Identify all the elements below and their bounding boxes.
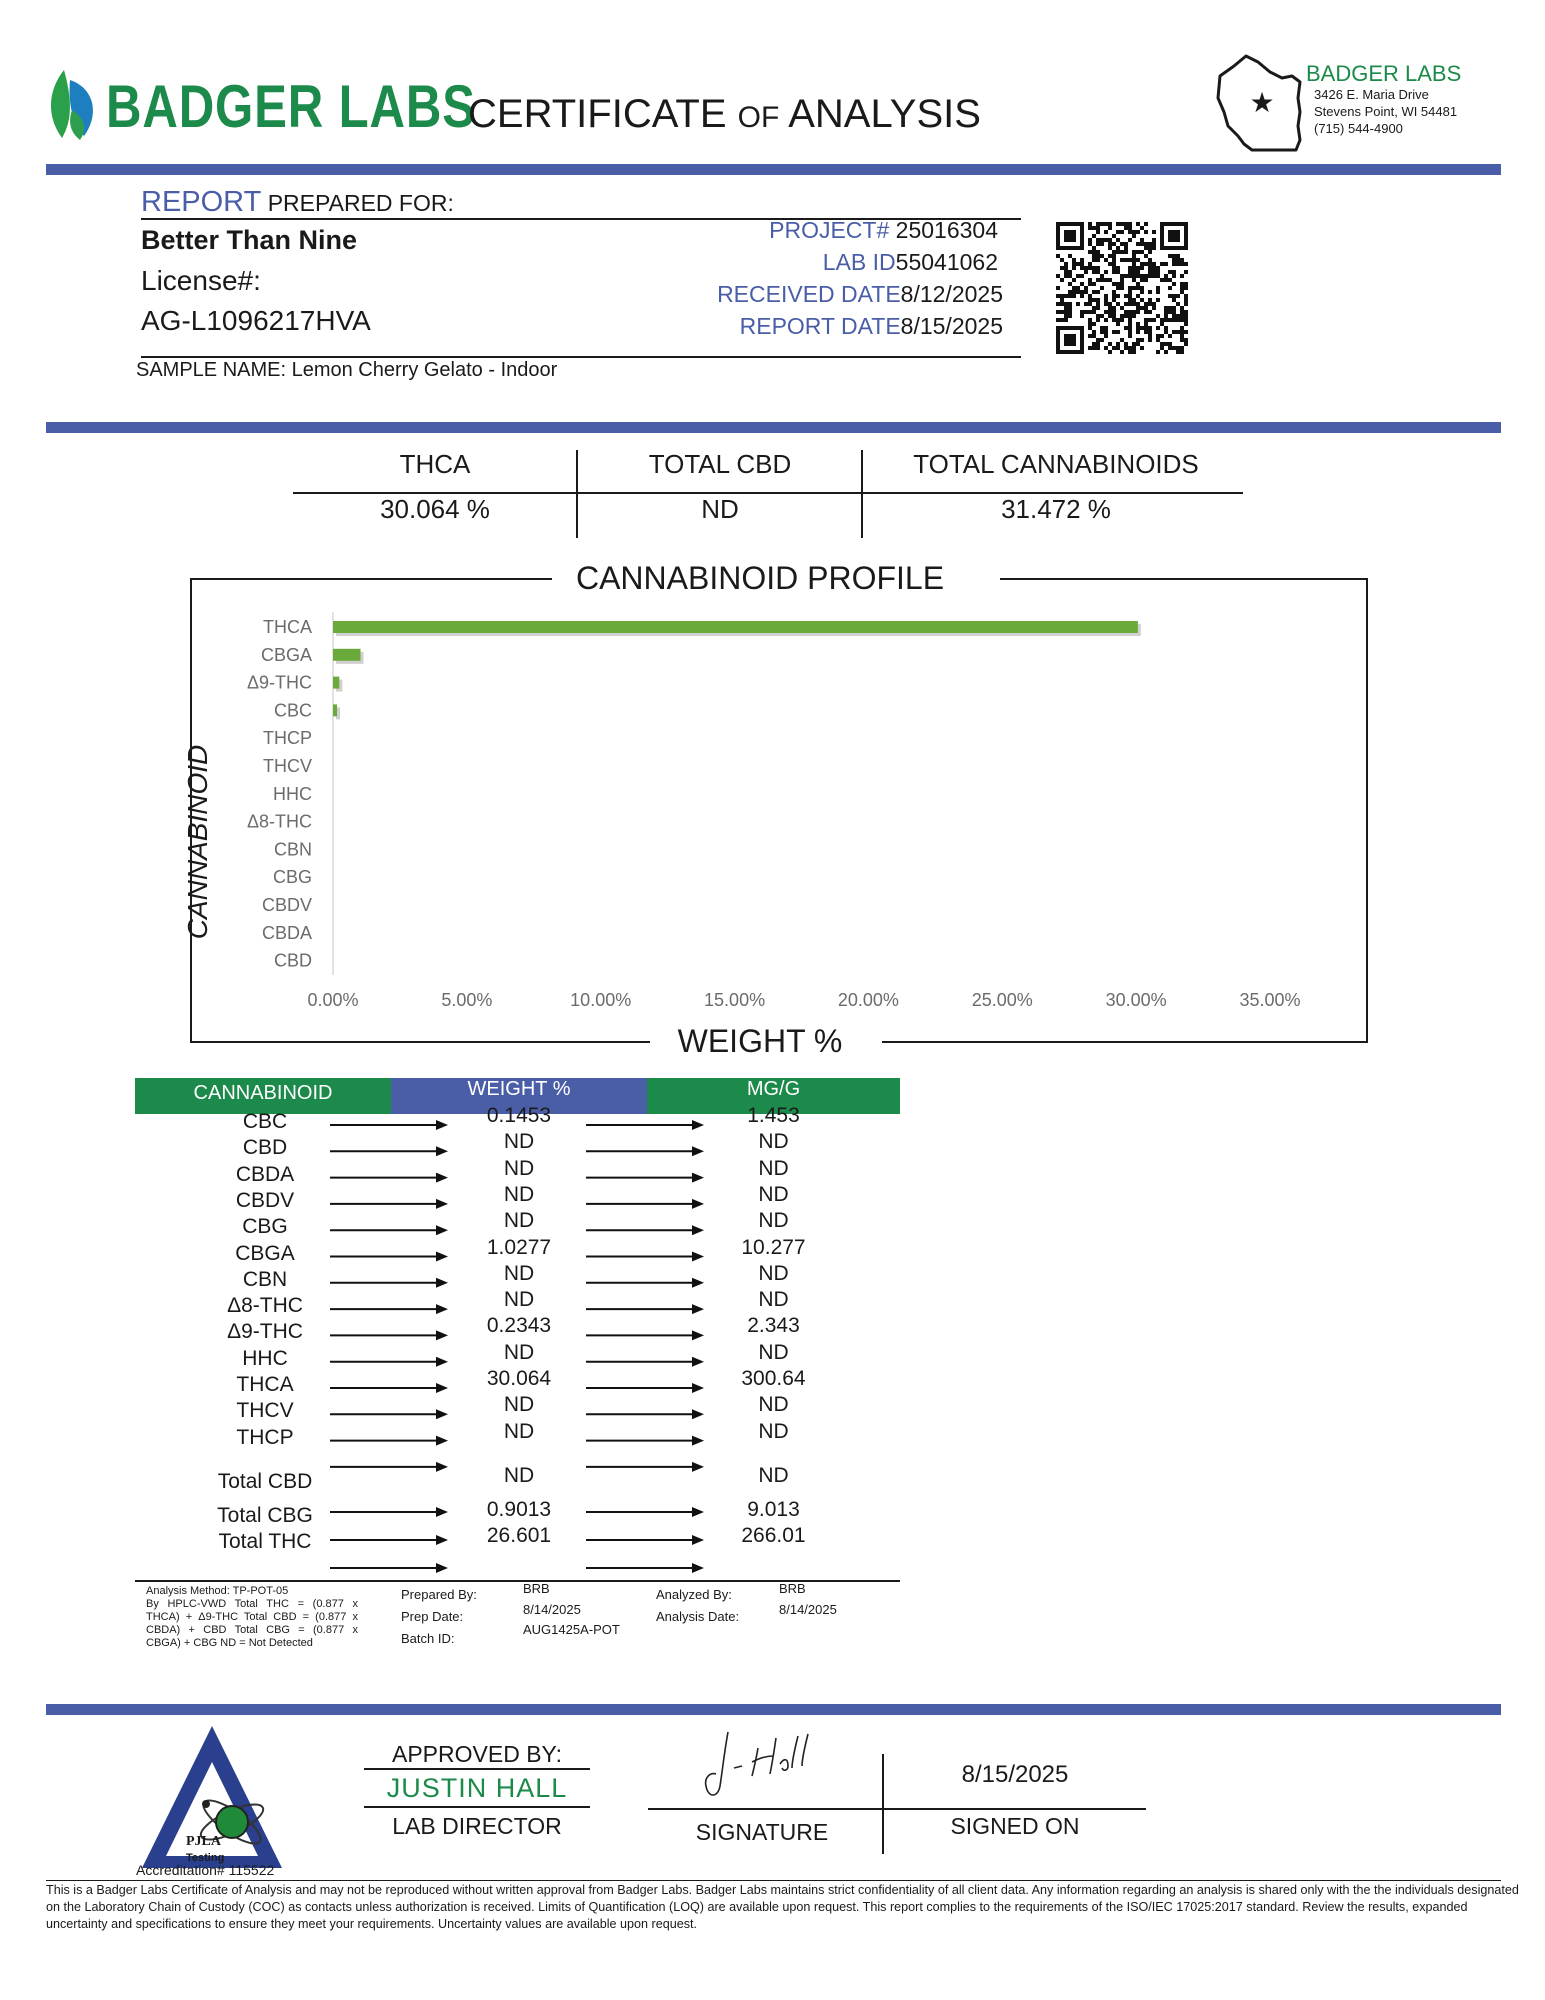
received-row: RECEIVED DATE8/12/2025 <box>717 281 1003 307</box>
table-cell-weight: ND <box>503 1288 535 1312</box>
chart-category-label: Δ8-THC <box>246 811 312 832</box>
table-total-weight: 26.601 <box>486 1524 552 1547</box>
signature-label: SIGNATURE <box>695 1819 829 1845</box>
table-cell-weight: 1.0277 <box>486 1235 552 1259</box>
table-cell-weight: ND <box>503 1209 535 1233</box>
table-cell-cannabinoid: Δ9-THC <box>227 1320 303 1344</box>
sample-name: SAMPLE NAME: Lemon Cherry Gelato - Indoor <box>136 359 558 381</box>
summary-cbd-label: TOTAL CBD <box>648 449 792 479</box>
prep-date-value: 8/14/2025 <box>523 1602 581 1617</box>
table-cell-cannabinoid: CBDA <box>235 1162 295 1186</box>
table-cell-weight: ND <box>503 1130 535 1154</box>
summary-total-value: 31.472 % <box>1001 494 1111 524</box>
client-name: Better Than Nine <box>141 225 358 255</box>
approval-divider <box>46 1704 1501 1715</box>
method-line: Analysis Method: TP-POT-05 <box>146 1585 289 1597</box>
table-cell-weight: ND <box>503 1419 535 1443</box>
table-total-mgg: 9.013 <box>747 1498 800 1521</box>
approved-rule-bottom <box>364 1806 590 1808</box>
signed-label: SIGNED ON <box>950 1813 1080 1839</box>
analyzed-by-label: Analyzed By: <box>656 1587 732 1602</box>
analysis-date-label: Analysis Date: <box>656 1609 740 1624</box>
lab-address-line1: 3426 E. Maria Drive <box>1314 87 1429 102</box>
table-cell-mgg: ND <box>758 1156 789 1180</box>
chart-bar <box>333 649 361 661</box>
table-cell-mgg: ND <box>758 1130 789 1154</box>
table-cell-weight: ND <box>503 1261 535 1285</box>
table-cell-mgg: 10.277 <box>741 1235 806 1259</box>
lab-address-name: BADGER LABS <box>1306 61 1462 86</box>
disclaimer: This is a Badger Labs Certificate of Analysis and may not be reproduced without written approval from Badger Labs. Badger Labs maintains strict confidentiality of all client data. Any information regarding an analysis is shared only with the the individuals designated on the Laboratory Chain of Custody (COC) as contacts unless authorization is received. Limits of Quantification (LOQ) are available upon request. This report complies to the requirements of the ISO/IEC 17025:2017 standard. Review the results, expanded uncertainty and specifications to ensure they meet your requirements. Uncertainty values are available upon request. <box>46 1883 1519 1931</box>
chart-category-label: CBD <box>273 950 312 971</box>
prepared-by-label: Prepared By: <box>401 1587 477 1602</box>
analyzed-by-value: BRB <box>779 1581 806 1596</box>
table-cell-mgg: ND <box>758 1261 789 1285</box>
table-cell-weight: 0.2343 <box>486 1314 552 1338</box>
reportdate-row: REPORT DATE8/15/2025 <box>739 313 1003 339</box>
approved-label: APPROVED BY: <box>391 1741 562 1767</box>
table-cell-cannabinoid: CBG <box>242 1215 288 1239</box>
table-cell-cannabinoid: CBDV <box>235 1188 295 1212</box>
signature-sep <box>882 1754 884 1854</box>
chart-bar <box>333 677 339 689</box>
table-total-cannabinoid: Total CBG <box>217 1504 313 1527</box>
pjla-sub: Testing <box>186 1852 225 1864</box>
table-cell-cannabinoid: THCV <box>236 1399 294 1423</box>
atom-icon <box>202 1800 210 1808</box>
pjla-name: PJLA <box>186 1834 221 1849</box>
chart-tick-label: 20.00% <box>837 990 899 1010</box>
table-cell-mgg: 2.343 <box>747 1314 800 1338</box>
license-number: AG-L1096217HVA <box>141 305 371 336</box>
table-cell-weight: ND <box>503 1156 535 1180</box>
chart-category-label: HHC <box>273 783 312 804</box>
table-cell-mgg: 1.453 <box>747 1104 800 1127</box>
table-cell-weight: 30.064 <box>486 1367 552 1390</box>
table-total-mgg: ND <box>758 1464 789 1487</box>
prep-date-label: Prep Date: <box>401 1609 464 1624</box>
analysis-date-value: 8/14/2025 <box>779 1602 837 1617</box>
chart-tick-label: 30.00% <box>1105 990 1167 1010</box>
summary-total-label: TOTAL CANNABINOIDS <box>913 449 1199 479</box>
signature-mark <box>694 1724 854 1804</box>
chart-frame-right <box>882 579 1367 1042</box>
table-total-weight: 0.9013 <box>486 1498 552 1521</box>
prepared-for-heading: REPORT PREPARED FOR: <box>141 186 454 218</box>
star-icon: ★ <box>1249 87 1275 118</box>
chart-category-label: THCA <box>263 617 312 637</box>
table-total-cannabinoid: Total CBD <box>217 1470 313 1493</box>
chart-category-label: THCP <box>263 728 312 749</box>
summary-cbd-value: ND <box>701 494 739 524</box>
arrow-head <box>436 1563 448 1573</box>
table-cell-mgg: ND <box>758 1288 789 1312</box>
chart-tick-label: 15.00% <box>704 990 766 1010</box>
brand-name: BADGER LABS <box>106 73 476 140</box>
lab-address-line2: Stevens Point, WI 54481 <box>1314 104 1458 119</box>
footer-rule <box>46 1880 1501 1881</box>
chart-category-label: Δ9-THC <box>246 672 312 693</box>
table-cell-cannabinoid: CBGA <box>235 1241 295 1265</box>
table-cell-cannabinoid: HHC <box>242 1346 288 1370</box>
summary-thca-label: THCA <box>399 449 471 479</box>
document-title: CERTIFICATE OF ANALYSIS <box>468 92 981 136</box>
chart-bar <box>333 704 337 716</box>
chart-tick-label: 10.00% <box>570 990 632 1010</box>
summary-thca-value: 30.064 % <box>380 494 490 524</box>
project-row: PROJECT# 25016304 <box>769 217 998 243</box>
table-cell-mgg: ND <box>758 1182 789 1206</box>
chart-tick-label: 0.00% <box>307 990 359 1010</box>
table-cell-weight: ND <box>503 1393 535 1417</box>
table-cell-weight: 0.1453 <box>486 1104 552 1127</box>
signed-date: 8/15/2025 <box>961 1761 1069 1788</box>
chart-tick-label: 5.00% <box>441 990 493 1010</box>
table-header-mgg-label: MG/G <box>746 1078 801 1100</box>
table-total-cannabinoid: Total THC <box>218 1530 312 1553</box>
table-cell-mgg: ND <box>758 1340 789 1364</box>
table-cell-cannabinoid: CBN <box>242 1267 288 1291</box>
table-cell-mgg: ND <box>758 1209 789 1233</box>
table-cell-cannabinoid: THCP <box>236 1425 294 1449</box>
table-cell-cannabinoid: CBC <box>242 1110 288 1133</box>
table-cell-weight: ND <box>503 1182 535 1206</box>
chart-category-label: CBG <box>272 867 312 888</box>
table-total-weight: ND <box>503 1464 535 1487</box>
accreditation: Accreditation# 115522 <box>136 1862 275 1878</box>
chart-title: CANNABINOID PROFILE <box>575 560 945 596</box>
chart-ylabel: CANNABINOID <box>182 744 213 940</box>
arrow-head <box>692 1563 704 1573</box>
table-header-weight-label: WEIGHT % <box>467 1078 571 1100</box>
chart-category-label: CBDV <box>261 895 312 915</box>
approver-role: LAB DIRECTOR <box>392 1813 562 1839</box>
chart-tick-label: 35.00% <box>1239 990 1301 1010</box>
chart-category-label: THCV <box>263 756 312 776</box>
table-total-mgg: 266.01 <box>741 1524 806 1547</box>
table-cell-mgg: ND <box>758 1393 789 1417</box>
license-label: License#: <box>141 265 261 296</box>
table-cell-cannabinoid: CBD <box>242 1136 288 1160</box>
prepared-by-value: BRB <box>523 1581 550 1596</box>
chart-category-label: CBN <box>273 839 312 860</box>
table-cell-mgg: 300.64 <box>741 1367 806 1390</box>
method-description: By HPLC-VWD Total THC = (0.877 x THCA) + Δ9-THC Total CBD = (0.877 x CBDA) + CBD Total CBG = (0.877 x CBGA) + CBG ND = Not Detected <box>146 1598 358 1649</box>
chart-bar <box>333 621 1138 633</box>
chart-category-label: CBC <box>273 700 312 721</box>
table-cell-cannabinoid: THCA <box>236 1373 294 1396</box>
batch-label: Batch ID: <box>401 1631 455 1646</box>
approver-name: JUSTIN HALL <box>386 1773 568 1803</box>
lab-address-phone: (715) 544-4900 <box>1314 121 1403 136</box>
signature-rule <box>648 1808 1146 1810</box>
approved-rule-top <box>364 1768 590 1770</box>
chart-tick-label: 25.00% <box>971 990 1033 1010</box>
chart-xlabel: WEIGHT % <box>677 1023 843 1059</box>
chart-category-label: CBGA <box>260 644 312 665</box>
table-cell-mgg: ND <box>758 1419 789 1443</box>
chart-category-label: CBDA <box>261 922 312 943</box>
chart-frame-left <box>191 579 650 1042</box>
labid-row: LAB ID55041062 <box>822 249 998 275</box>
table-header-cannabinoid-label: CANNABINOID <box>193 1082 333 1104</box>
batch-value: AUG1425A-POT <box>523 1622 620 1637</box>
table-cell-weight: ND <box>503 1340 535 1364</box>
table-cell-cannabinoid: Δ8-THC <box>227 1294 303 1318</box>
